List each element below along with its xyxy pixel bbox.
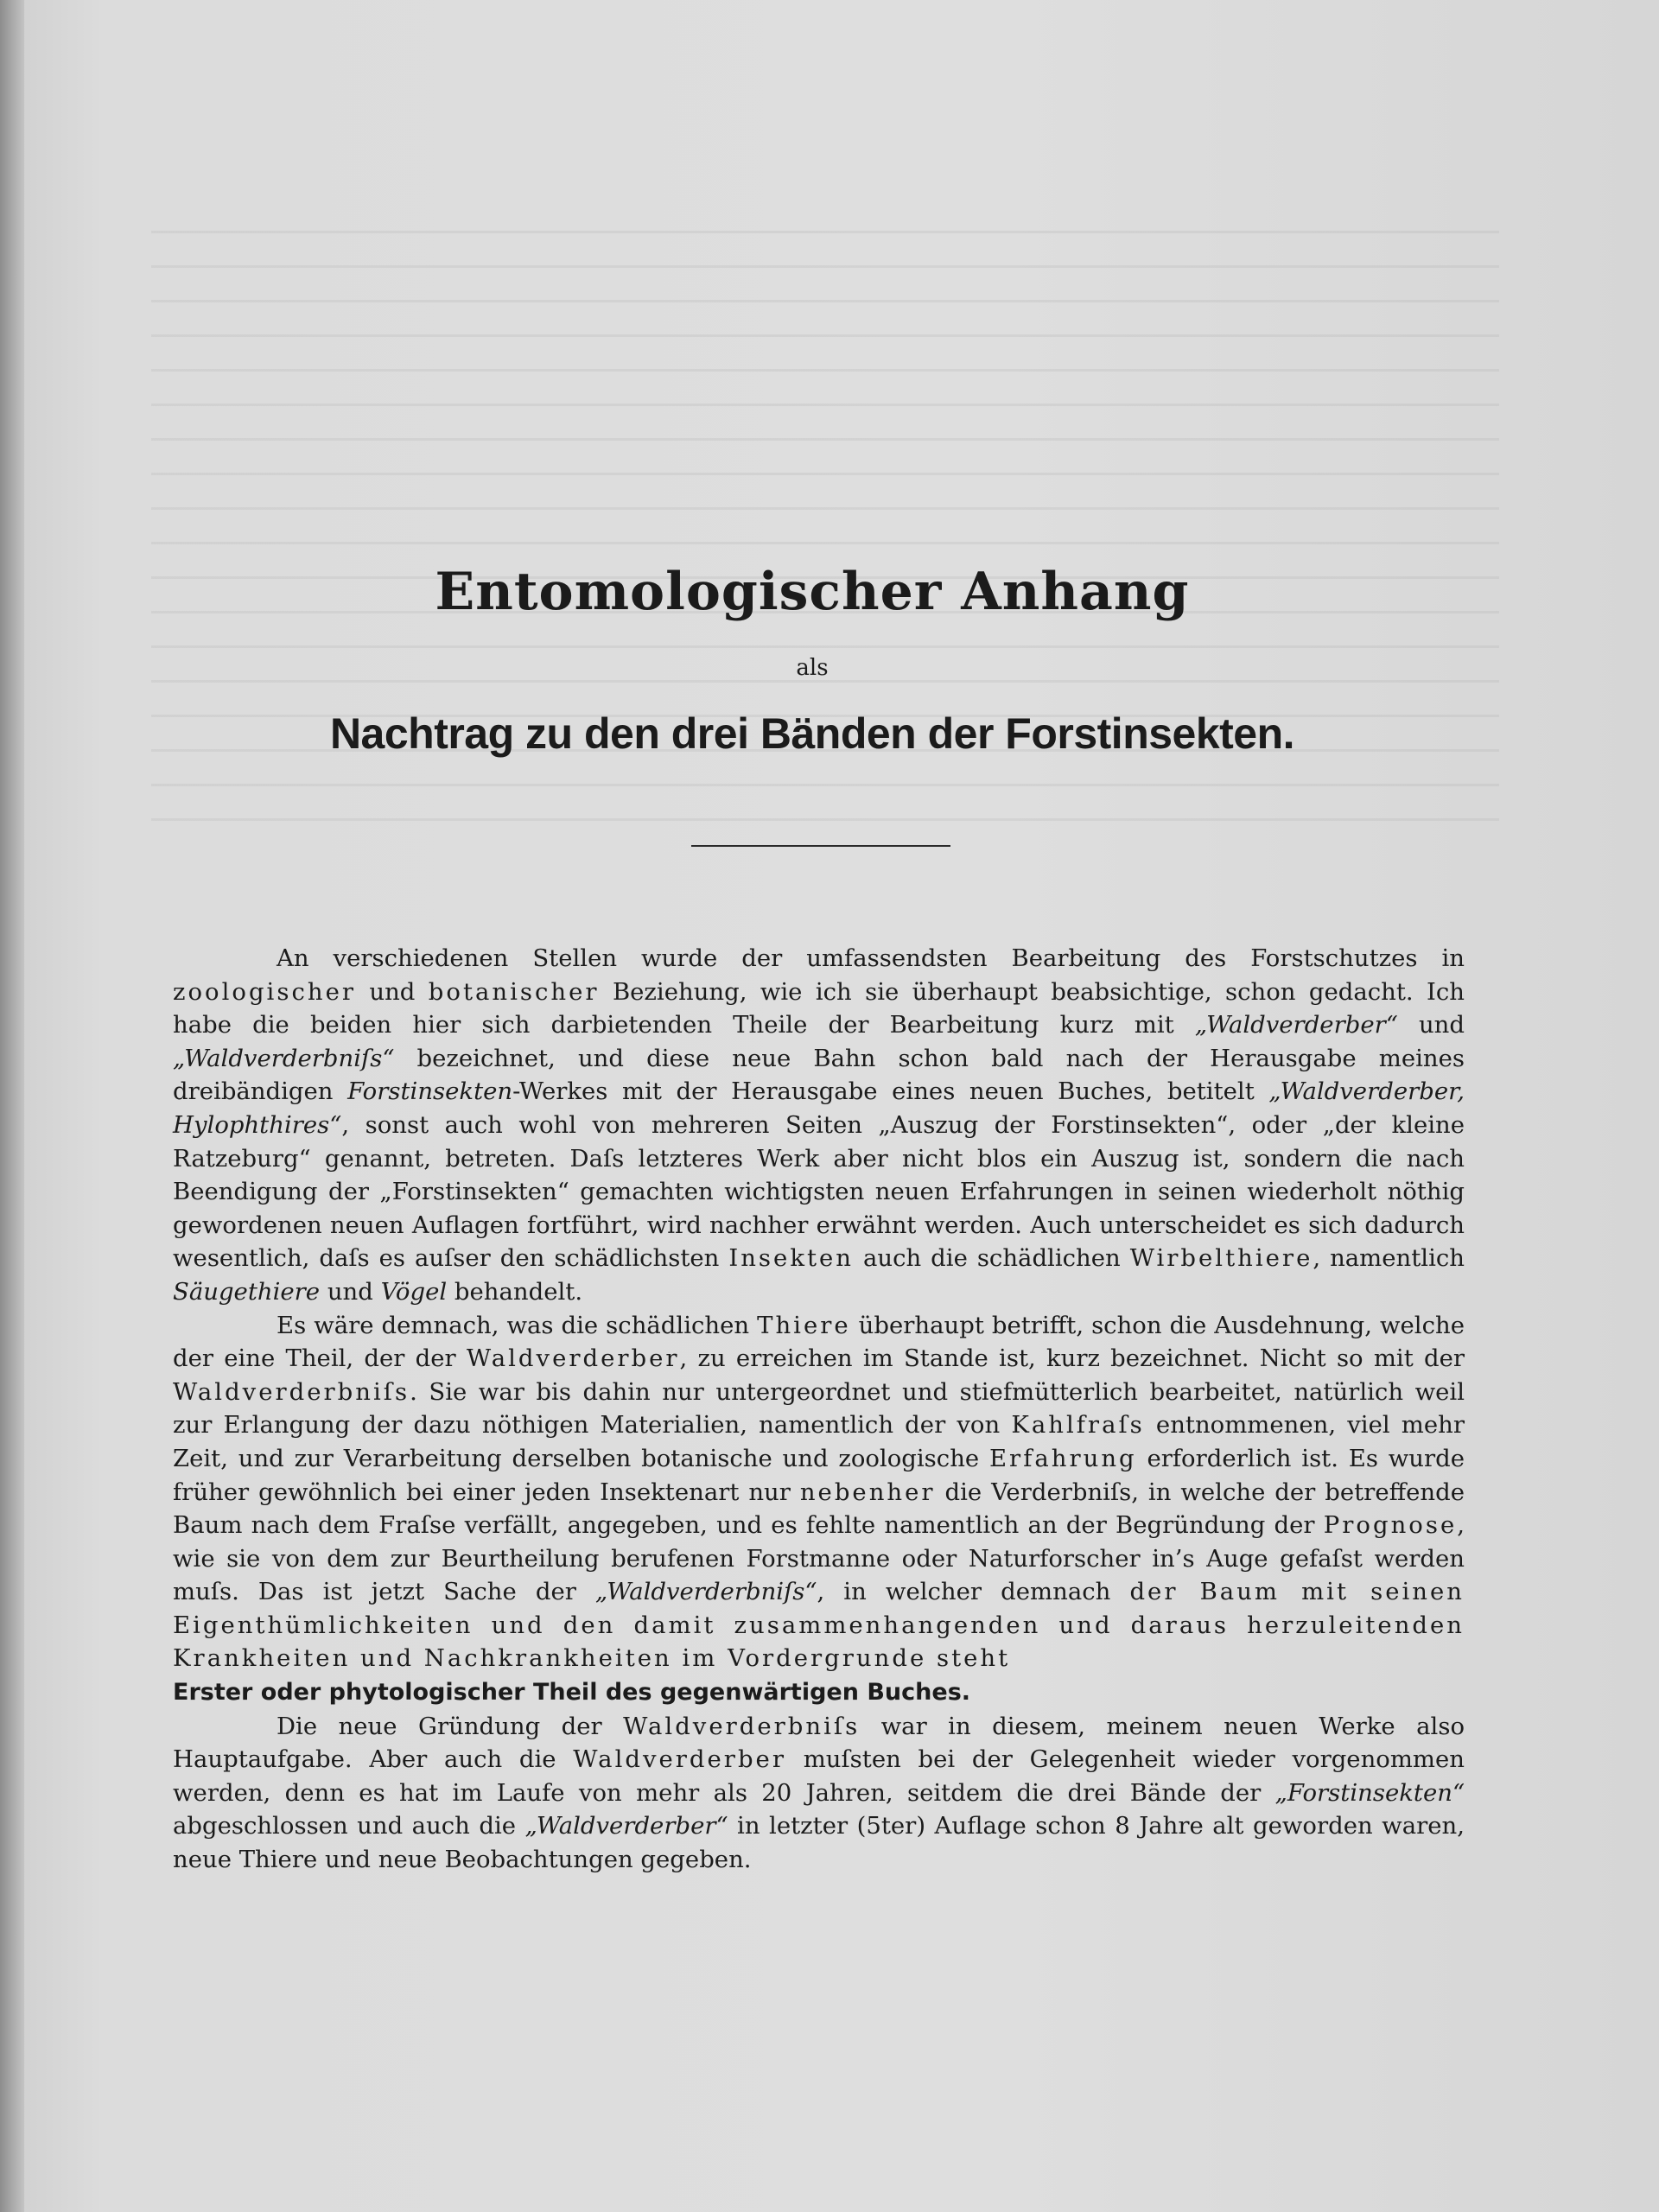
spaced-text: Wirbelthiere xyxy=(1129,1244,1313,1273)
italic-text: „Forstinsekten“ xyxy=(1274,1778,1465,1807)
page-title: Entomologischer Anhang xyxy=(435,562,1190,622)
spaced-text: Insekten xyxy=(728,1244,855,1273)
page-subtitle: Nachtrag zu den drei Bänden der Forstinsekten. xyxy=(329,709,1295,758)
text-run: , zu erreichen im Stande ist, kurz bezeichnet. Nicht so mit der xyxy=(679,1344,1465,1373)
text-run: Es wäre demnach, was die schädlichen xyxy=(276,1311,758,1339)
text-run: überhaupt betrifft, schon die Ausdehnung, welche der eine Theil, der der xyxy=(173,1311,1465,1373)
bold-heading-line: Erster oder phytologischer Theil des gegenwärtigen Buches. xyxy=(173,1679,971,1707)
text-run: und xyxy=(320,1277,381,1306)
paragraph-1 xyxy=(173,942,1465,1309)
text-run: war in diesem, meinem neuen Werke also Hauptaufgabe. Aber auch die xyxy=(173,1712,1465,1774)
text-run: . Sie war bis dahin nur untergeordnet und stiefmütterlich bearbeitet, natürlich weil zur Erlangung der dazu nöthigen Materialien, namentlich der von xyxy=(173,1377,1465,1440)
italic-text: Forstinsekten xyxy=(347,1077,513,1106)
title-rule xyxy=(691,845,950,847)
paragraph-3 xyxy=(173,1710,1465,1877)
text-run: , namentlich xyxy=(1313,1244,1465,1273)
body-text xyxy=(173,942,1465,1877)
italic-text: „Waldverderber“ xyxy=(524,1812,728,1840)
text-run: muſsten bei der Gelegenheit wieder vorgenommen werden, denn es hat im Laufe von mehr als 20 Jahren, seitdem die drei Bände der xyxy=(173,1745,1465,1807)
text-run: und xyxy=(356,977,429,1006)
text-run: und xyxy=(1397,1011,1465,1039)
text-run: Beziehung, wie ich sie überhaupt beabsichtige, schon gedacht. Ich habe die beiden hier sich darbietenden Theile der Bearbeitung kurz mit xyxy=(173,977,1465,1039)
title-connector: als xyxy=(796,655,829,681)
text-run: An verschiedenen Stellen wurde der umfassendsten Bearbeitung des Forstschutzes in xyxy=(276,944,1465,972)
binding-edge xyxy=(0,0,24,2212)
spaced-text: Waldverderber xyxy=(466,1344,680,1373)
spaced-text: Kahlfraſs xyxy=(1011,1411,1145,1440)
spaced-text: Waldverderber xyxy=(573,1745,786,1774)
text-run: bezeichnet, und diese neue Bahn schon bald nach der Herausgabe meines dreibändigen xyxy=(173,1044,1465,1106)
italic-text: „Waldverderber, Hylophthires“ xyxy=(173,1077,1465,1139)
text-run: abgeschlossen und auch die xyxy=(173,1812,525,1840)
spaced-text: Waldverderbniſs xyxy=(173,1377,410,1406)
italic-text: „Waldverderbniſs“ xyxy=(173,1044,395,1072)
spaced-text: Thiere xyxy=(757,1311,851,1339)
text-run: , wie sie von dem zur Beurtheilung berufenen Forstmanne oder Naturforscher in’s Auge gefaſst werden muſs. Das ist jetzt Sache der xyxy=(173,1511,1465,1606)
text-run: die Verderbniſs, in welche der betreffende Baum nach dem Fraſse verfällt, angegeben, und es fehlte namentlich an der Begründung der xyxy=(173,1478,1465,1540)
text-run: Die neue Gründung der xyxy=(276,1712,624,1740)
italic-text: Vögel xyxy=(380,1277,448,1306)
italic-text: „Waldverderbniſs“ xyxy=(595,1578,817,1606)
text-run: entnommenen, viel mehr Zeit, und zur Verarbeitung derselben botanische und zoologische xyxy=(173,1411,1465,1472)
spaced-text: Erfahrung xyxy=(988,1444,1137,1472)
italic-text: Säugethiere xyxy=(173,1277,321,1306)
text-run: , in welcher demnach xyxy=(817,1578,1130,1606)
text-run: erforderlich ist. Es wurde früher gewöhnlich bei einer jeden Insektenart nur xyxy=(173,1444,1465,1506)
spaced-text: nebenher xyxy=(799,1478,936,1506)
spaced-text: Prognose xyxy=(1323,1511,1458,1540)
italic-text: „Waldverderber“ xyxy=(1194,1011,1398,1039)
spaced-text: zoologischer xyxy=(173,977,356,1006)
spaced-text: Waldverderbniſs xyxy=(623,1712,861,1740)
spaced-text: botanischer xyxy=(428,977,600,1006)
spaced-text: der Baum mit seinen Eigenthümlichkeiten und den damit zusammenhangenden und daraus herzuleitenden Krankheiten und Nachkrankheiten im Vordergrunde steht xyxy=(173,1578,1465,1673)
text-run: in letzter (5ter) Auflage schon 8 Jahre alt geworden waren, neue Thiere und neue Beobachtungen gegeben. xyxy=(173,1812,1465,1874)
text-run: behandelt. xyxy=(447,1277,583,1306)
paragraph-2 xyxy=(173,1309,1465,1710)
text-run: auch die schädlichen xyxy=(854,1244,1130,1273)
text-run: -Werkes mit der Herausgabe eines neuen Buches, betitelt xyxy=(512,1077,1269,1106)
text-run: , sonst auch wohl von mehreren Seiten „Auszug der Forstinsekten“, oder „der kleine Ratzeburg“ genannt, betreten. Daſs letzteres Werk aber nicht blos ein Auszug ist, sondern die nach Beendigung der „Forstinsekten“ gemachten wichtigsten neuen Erfahrungen in seinen wiederholt nöthig gewordenen neuen Auflagen fortführt, wird nachher erwähnt werden. Auch unterscheidet es sich dadurch wesentlich, daſs es auſser den schädlichsten xyxy=(173,1110,1465,1273)
